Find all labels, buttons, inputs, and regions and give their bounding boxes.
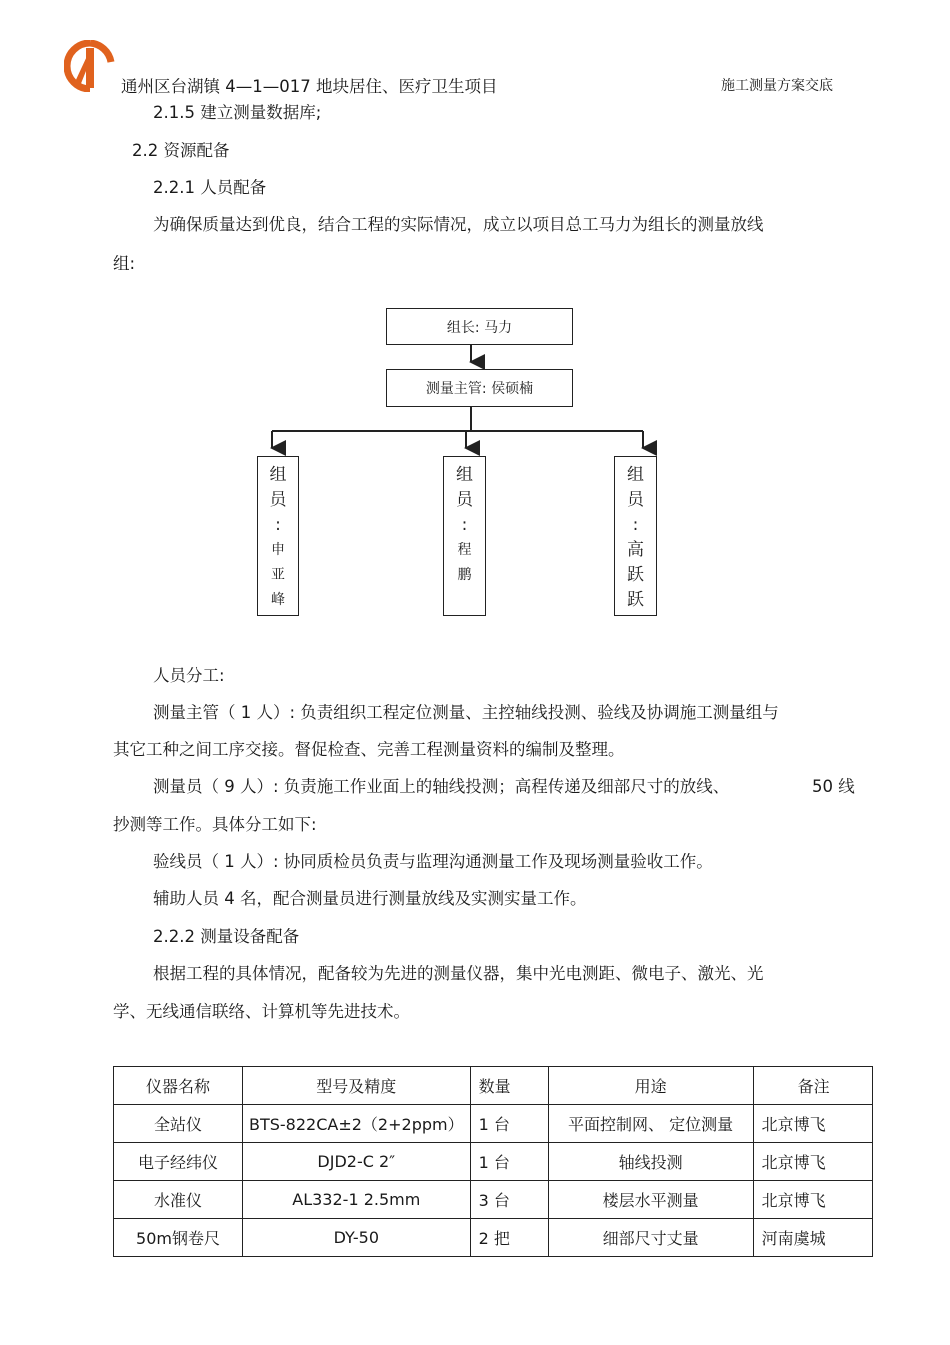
paragraph-team-intro: 为确保质量达到优良，结合工程的实际情况，成立以项目总工马力为组长的测量放线 bbox=[153, 215, 764, 234]
duty-surveyor-number: 50 线 bbox=[812, 777, 855, 796]
org-member-char: 组 bbox=[269, 465, 287, 485]
table-cell: BTS-822CA±2（2+2ppm） bbox=[243, 1105, 471, 1143]
paragraph-equipment-intro-cont: 学、无线通信联络、计算机等先进技术。 bbox=[113, 1002, 410, 1021]
org-member-box bbox=[614, 456, 657, 616]
org-member-name-char: 跃 bbox=[627, 565, 644, 585]
table-header-cell: 型号及精度 bbox=[243, 1067, 471, 1105]
section-2-2-heading: 2.2 资源配备 bbox=[132, 141, 230, 160]
table-cell: 1 台 bbox=[470, 1143, 548, 1181]
section-2-2-1-heading: 2.2.1 人员配备 bbox=[153, 178, 267, 197]
org-member-char: : bbox=[632, 515, 639, 535]
org-member-name-char: 申 bbox=[271, 542, 285, 558]
table-row bbox=[114, 1219, 873, 1257]
paragraph-equipment-intro: 根据工程的具体情况，配备较为先进的测量仪器，集中光电测距、微电子、激光、光 bbox=[153, 964, 764, 983]
header-doc-type: 施工测量方案交底 bbox=[721, 78, 833, 94]
table-header-cell: 仪器名称 bbox=[114, 1067, 243, 1105]
table-row bbox=[114, 1143, 873, 1181]
table-cell: 平面控制网、 定位测量 bbox=[548, 1105, 753, 1143]
duty-assistants: 辅助人员 4 名，配合测量员进行测量放线及实测实量工作。 bbox=[153, 889, 587, 908]
org-supervisor-box bbox=[386, 369, 573, 407]
table-cell: 北京博飞 bbox=[753, 1143, 872, 1181]
table-cell: 水准仪 bbox=[114, 1181, 243, 1219]
org-leader-box bbox=[386, 308, 573, 345]
section-2-1-5: 2.1.5 建立测量数据库; bbox=[153, 103, 322, 122]
table-header-cell: 数量 bbox=[470, 1067, 548, 1105]
org-member-name-char: 高 bbox=[627, 540, 644, 560]
table-cell: DY-50 bbox=[243, 1219, 471, 1257]
org-member-name-char: 亚 bbox=[271, 567, 285, 583]
table-cell: 1 台 bbox=[470, 1105, 548, 1143]
org-member-name-char: 峰 bbox=[271, 592, 285, 608]
duty-surveyor-cont: 抄测等工作。具体分工如下: bbox=[113, 815, 317, 834]
org-member-char: 组 bbox=[456, 465, 473, 485]
org-member-box bbox=[443, 456, 486, 616]
duty-inspector: 验线员（ 1 人）: 协同质检员负责与监理沟通测量工作及现场测量验收工作。 bbox=[153, 852, 713, 871]
org-member-char: : bbox=[275, 515, 281, 535]
org-leader-label: 组长: 马力 bbox=[446, 319, 513, 336]
table-cell: 北京博飞 bbox=[753, 1181, 872, 1219]
table-cell: 50m钢卷尺 bbox=[114, 1219, 243, 1257]
duty-supervisor-cont: 其它工种之间工序交接。督促检查、完善工程测量资料的编制及整理。 bbox=[113, 740, 625, 759]
table-row bbox=[114, 1105, 873, 1143]
table-cell: 楼层水平测量 bbox=[548, 1181, 753, 1219]
org-member-char: : bbox=[461, 515, 468, 535]
duty-supervisor: 测量主管（ 1 人）: 负责组织工程定位测量、主控轴线投测、验线及协调施工测量组与 bbox=[153, 703, 779, 722]
table-cell: 2 把 bbox=[470, 1219, 548, 1257]
duty-surveyor: 测量员（ 9 人）: 负责施工作业面上的轴线投测；高程传递及细部尺寸的放线、 bbox=[153, 777, 730, 796]
table-cell: DJD2-C 2″ bbox=[243, 1143, 471, 1181]
header-project-title: 通州区台湖镇 4—1—017 地块居住、医疗卫生项目 bbox=[121, 77, 498, 96]
table-header-cell: 备注 bbox=[753, 1067, 872, 1105]
table-cell: 北京博飞 bbox=[753, 1105, 872, 1143]
table-cell: AL332-1 2.5mm bbox=[243, 1181, 471, 1219]
table-cell: 细部尺寸丈量 bbox=[548, 1219, 753, 1257]
table-header-cell: 用途 bbox=[548, 1067, 753, 1105]
org-supervisor-label: 测量主管: 侯硕楠 bbox=[425, 381, 534, 397]
table-cell: 轴线投测 bbox=[548, 1143, 753, 1181]
table-cell: 3 台 bbox=[470, 1181, 548, 1219]
org-member-char: 组 bbox=[627, 465, 644, 485]
duties-heading: 人员分工: bbox=[153, 666, 225, 685]
org-member-name-char: 程 bbox=[457, 542, 472, 558]
section-2-2-2-heading: 2.2.2 测量设备配备 bbox=[153, 927, 300, 946]
org-member-char: 员 bbox=[269, 490, 287, 510]
paragraph-team-intro-cont: 组: bbox=[113, 254, 136, 273]
table-row bbox=[114, 1181, 873, 1219]
table-cell: 河南虞城 bbox=[753, 1219, 872, 1257]
equipment-table bbox=[113, 1066, 873, 1257]
table-cell: 全站仪 bbox=[114, 1105, 243, 1143]
org-member-name-char: 鹏 bbox=[457, 567, 472, 583]
table-cell: 电子经纬仪 bbox=[114, 1143, 243, 1181]
org-member-char: 员 bbox=[456, 490, 473, 510]
org-member-name-char: 跃 bbox=[627, 590, 644, 610]
org-member-box bbox=[257, 456, 299, 616]
org-member-char: 员 bbox=[627, 490, 644, 510]
table-header-row bbox=[114, 1067, 873, 1105]
